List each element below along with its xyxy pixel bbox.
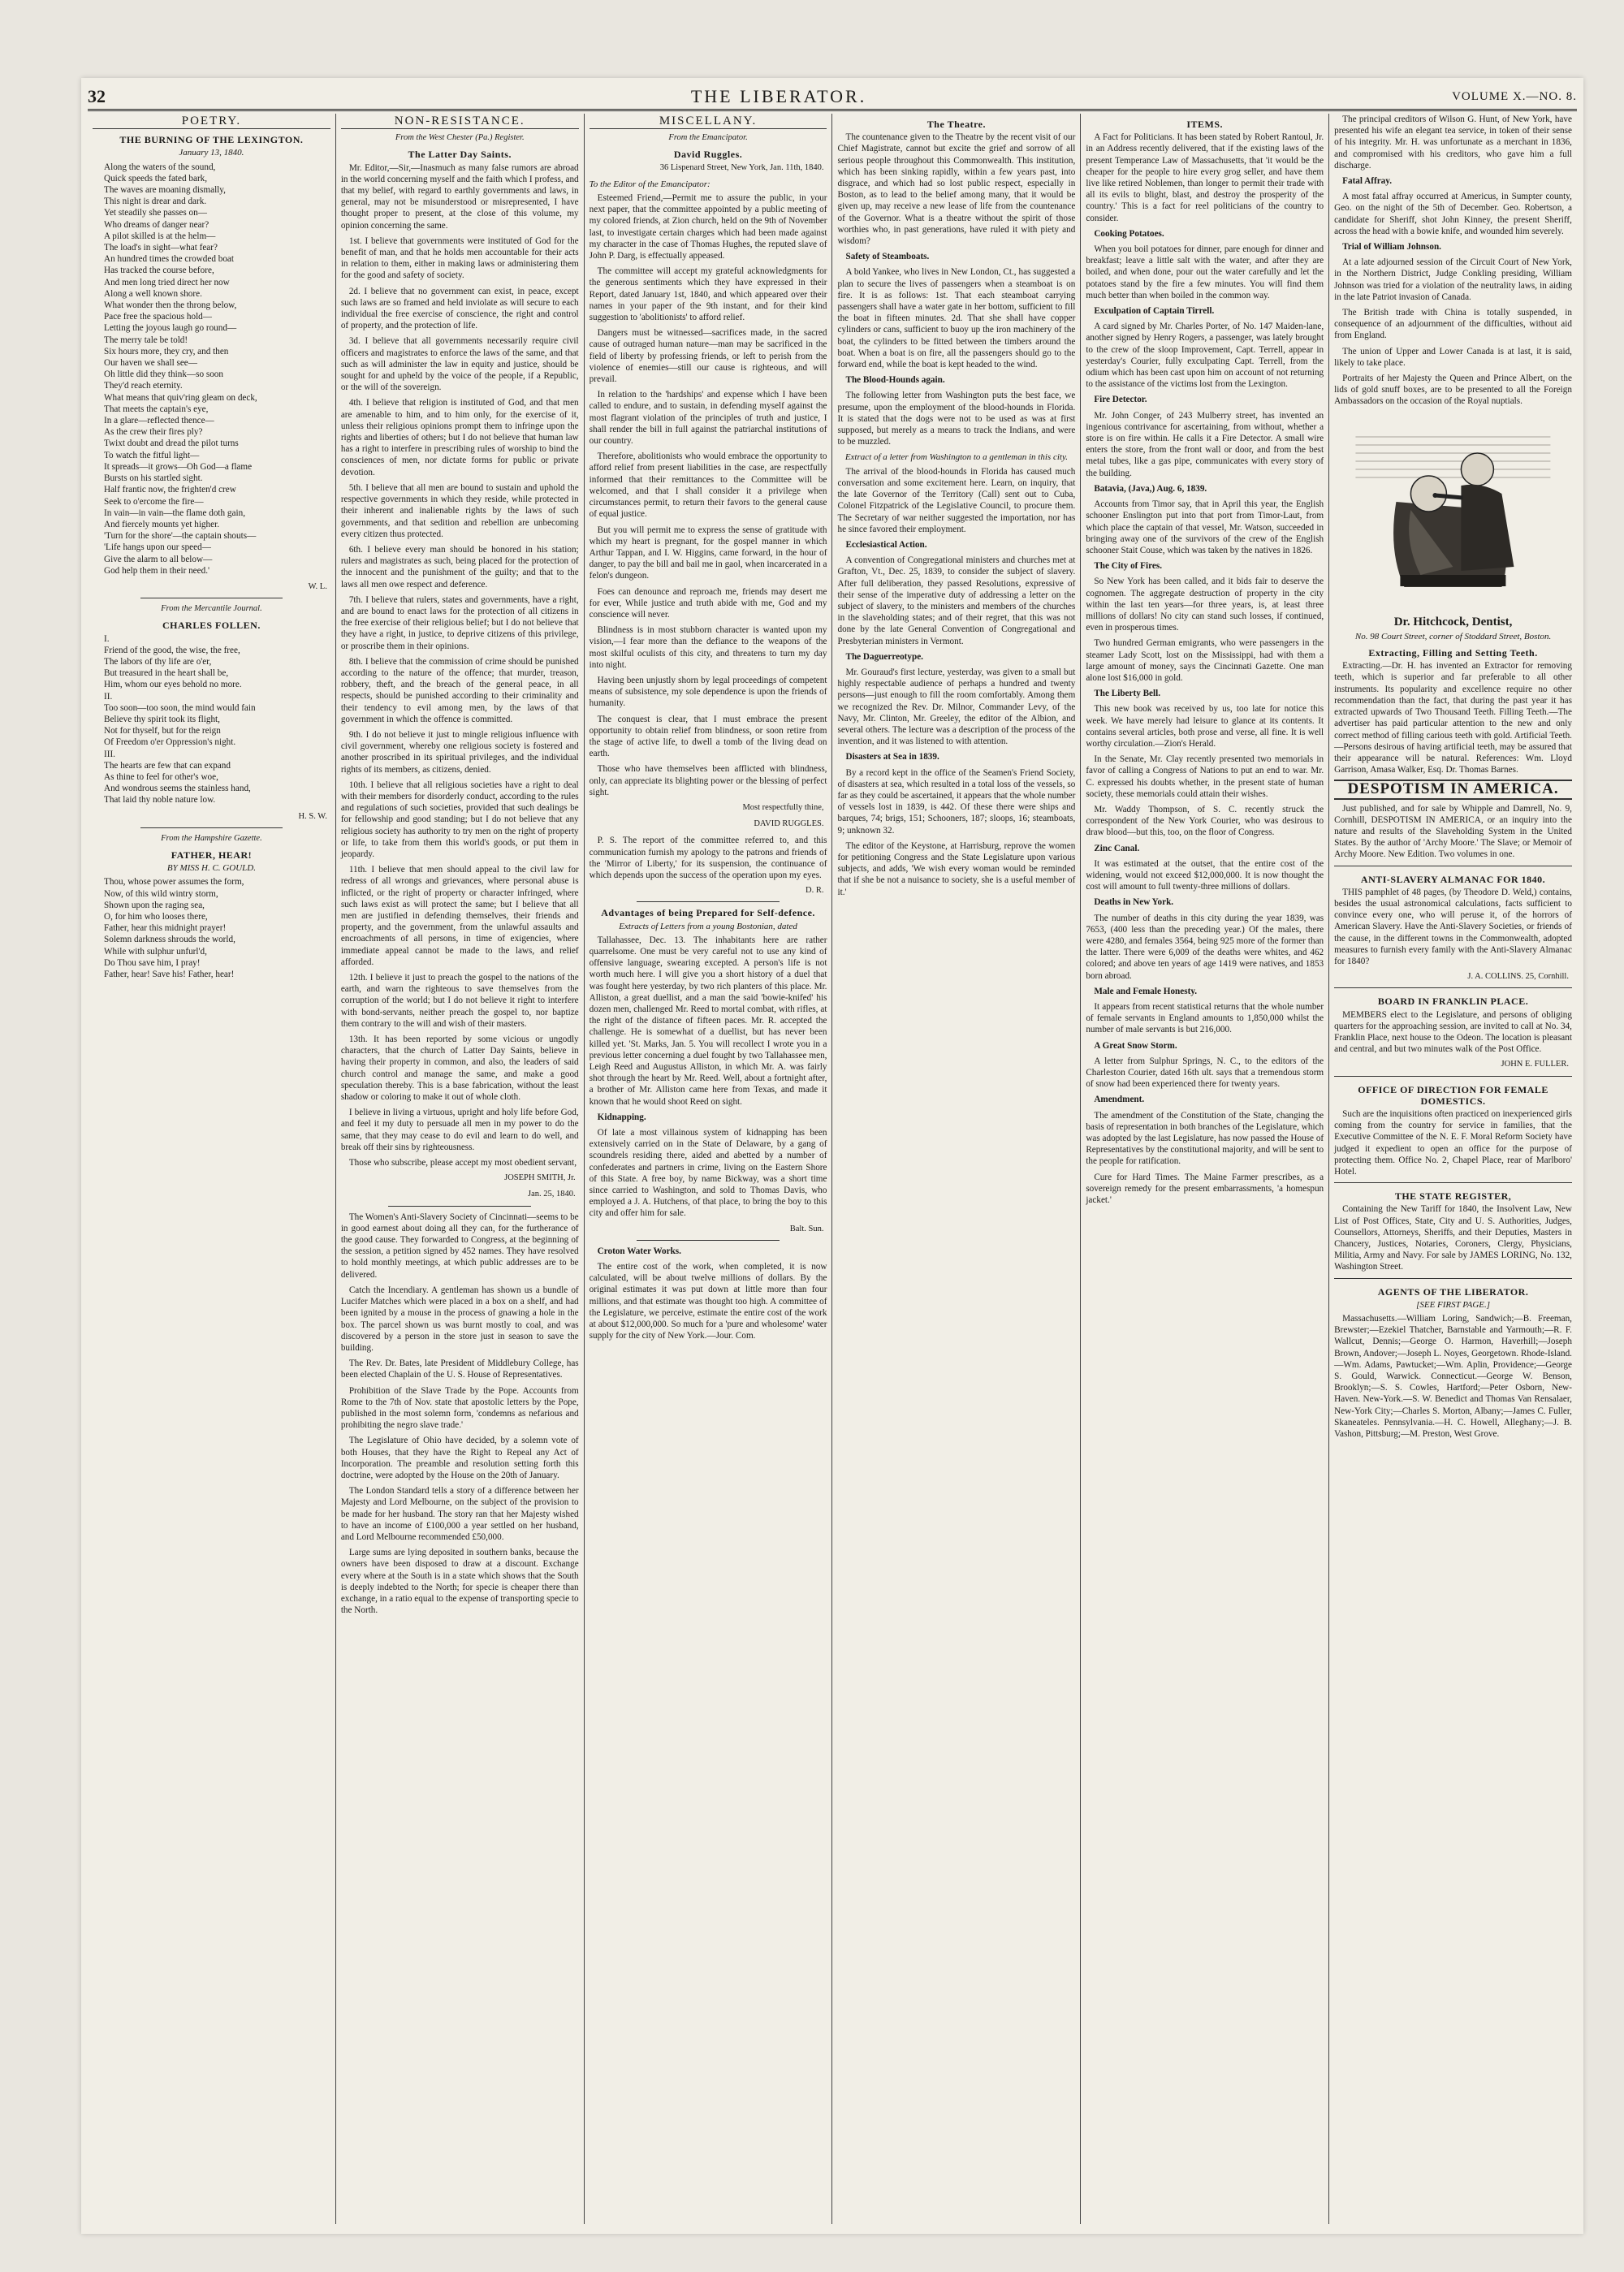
paragraph: But you will permit me to express the sense of gratitude with which my heart is pregnant, for the gospel manner in which Arthur Tappan, and I. W. Higgins, came forward, in the hour of danger, to pay the bill and bail me in gaol, when incarcerated in a felon's dungeon. xyxy=(589,525,827,581)
news-item: The Legislature of Ohio have decided, by a solemn vote of both Houses, that they have the Right to Repeal any Act of Incorporation. The preamble and resolution setting forth this doctrine, were adopted by the House on the 20th of January. xyxy=(340,1436,579,1480)
news-item: The union of Upper and Lower Canada is at last, it is said, likely to take place. xyxy=(1334,346,1572,368)
poem-line: What wonder then the throng below, xyxy=(104,300,237,311)
news-item-title: Cooking Potatoes. xyxy=(1094,228,1164,239)
news-item: A card signed by Mr. Charles Porter, of No. 147 Maiden-lane, another signed by Henry Rogers, a passenger, was lately brought to the crew of the sloop Improvement, Capt. Terrell, appear in yesterday's Courier, fully exculpating Capt. Terrell, from the odium which has been cast upon him on account of not returning to the assistance of the victims lost from the Lexington. xyxy=(1086,322,1324,390)
source-credit: From the Emancipator. xyxy=(668,133,748,143)
poem-line: Father, hear! Save his! Father, hear! xyxy=(104,970,235,980)
paragraph: The committee will accept my grateful acknowledgments for the generous sentiments which they have expressed in their Report, dated January 1st, 1840, and which appeared over their names in your paper of the 9th instant, and for their kind suggestion to 'abolitionists' to afford relief. xyxy=(589,266,827,323)
poem-line: As the crew their fires ply? xyxy=(104,427,203,438)
article-closing: Most respectfully thine, xyxy=(742,802,824,812)
advertisement-body: Such are the inquisitions often practiced on inexperienced girls coming from the country for service in families, that the Executive Committee of the N. E. F. Moral Reform Society have judged it expedient to open an office for the purpose of protecting them. Office No. 2, Chapel Place, rear of Marlboro' Hotel. xyxy=(1334,1108,1572,1177)
poem-line: The load's in sight—what fear? xyxy=(104,243,218,253)
paragraph: 8th. I believe that the commission of crime should be punished according to the nature of the offence; that murder, treason, robbery, theft, and the breach of the general peace, in all respects, should be punished according to their criminality and their tendency to evil among men, by the laws of that government in which the offence is committed. xyxy=(340,656,579,724)
news-item: Prohibition of the Slave Trade by the Pope. Accounts from Rome to the 7th of Nov. state that apostolic letters by the Pope, published in the most solemn form, 'condemns as nefarious and prohibiting the negro slave trade.' xyxy=(340,1385,579,1431)
column-advertisements xyxy=(1329,114,1577,2224)
news-item-title: Disasters at Sea in 1839. xyxy=(845,752,939,762)
masthead xyxy=(88,84,1577,111)
poem-line: That laid thy noble nature low. xyxy=(104,795,216,806)
poem-line: Seek to o'ercome the fire— xyxy=(104,496,204,507)
source-credit: From the West Chester (Pa.) Register. xyxy=(395,133,525,143)
paragraph: Dangers must be witnessed—sacrifices made, in the sacred cause of outraged human nature—man may be sacrificed in the field of liberty by professing friends, or left to perish from the violence of enemies—still our cause is righteous, and will prevail. xyxy=(589,328,827,385)
poem-line: II. xyxy=(104,691,113,702)
advertisement-body: Containing the New Tariff for 1840, the Insolvent Law, New List of Post Offices, State, City and U. S. Authorities, Judges, Counsellors, Attorneys, Sheriffs, and their Deputies, Masters in Chancery, Justices, Notaries, Coroners, Clergy, Physicians, Militia, Army and Navy. For sale by JAMES LORING, No. 132, Washington Street. xyxy=(1334,1204,1572,1272)
paragraph: 10th. I believe that all religious societies have a right to deal with their members for disorderly conduct, according to the rules and regulations of such societies, provided that such dealings be for fellowship and good standing; but I do not believe that any religious society has authority to try men on the right of property or life, to take from them this world's goods, or put them in jeopardy. xyxy=(340,780,579,859)
poem-title: THE BURNING OF THE LEXINGTON. xyxy=(119,134,304,146)
column-items xyxy=(1081,114,1329,2224)
paragraph: 11th. I believe that men should appeal to the civil law for redress of all wrongs and grievances, where personal abuse is inflicted, or the right of property or character infringed, where such laws exist as will protect the same; but I believe that all men are justified in defending themselves, their friends and property, and the government, from the unlawful assaults and encroachments of all persons, in time of exigencies, where immediate appeal cannot be made to the laws, and relief afforded. xyxy=(340,865,579,967)
poem-line: In a glare—reflected thence— xyxy=(104,416,214,426)
news-item: Accounts from Timor say, that in April this year, the English schooner Enslington put into that port from Timor-Laut, from which place the captain of that vessel, Mr. Watson, succeeded in bringing away one of the survivors of the crew of the English schooner Stait Couse, which was taken by the natives in 1826. xyxy=(1086,499,1324,555)
paragraph: Those who subscribe, please accept my most obedient servant, xyxy=(348,1158,577,1168)
news-item-title: A Great Snow Storm. xyxy=(1094,1040,1177,1051)
news-item: When you boil potatoes for dinner, pare enough for dinner and breakfast; leave a little salt with the water, and after they are boiled, and when done, pour out the water carefully and let the potatoes stand by the fire a few minutes. You will find them much better than when boiled in the common way. xyxy=(1086,244,1324,300)
agents-subtitle: [SEE FIRST PAGE.] xyxy=(1416,1299,1491,1310)
divider xyxy=(637,1240,780,1241)
news-item: The principal creditors of Wilson G. Hunt, of New York, have presented his wife an elegant tea service, in token of their sense of his integrity. Mr. H. was unfortunate as a merchant in 1836, and compromised with his creditors, who gave him a full discharge. xyxy=(1334,114,1572,171)
advertisement-title: Dr. Hitchcock, Dentist, xyxy=(1393,615,1513,628)
postscript: P. S. The report of the committee referred to, and this communication furnish my apology to the patrons and friends of the 'Mirror of Liberty,' for its suspension, the continuance of which depends upon the success of the operation upon my eyes. xyxy=(589,836,827,880)
article-subtitle: Extracts of Letters from a young Bostonian, dated xyxy=(619,921,797,931)
newspaper-title: THE LIBERATOR. xyxy=(690,86,867,106)
poem-line: That meets the captain's eye, xyxy=(104,404,209,414)
poem-line: The hearts are few that can expand xyxy=(104,760,231,771)
poem-line: Along a well known shore. xyxy=(104,288,202,299)
news-item: In the Senate, Mr. Clay recently presented two memorials in favor of calling a Congress of Nations to put an end to war. Mr. C. expressed his doubts whether, in the present state of human society, these memorials could attain their wishes. xyxy=(1086,754,1324,799)
news-item: The Rev. Dr. Bates, late President of Middlebury College, has been elected Chaplain of the U. S. House of Representatives. xyxy=(340,1358,579,1380)
poem-line: Half frantic now, the frighten'd crew xyxy=(104,485,236,495)
divider xyxy=(388,1206,531,1207)
poem-line: But treasured in the heart shall be, xyxy=(104,668,229,679)
poem-signature: W. L. xyxy=(308,581,327,591)
news-item: The Women's Anti-Slavery Society of Cincinnati—seems to be in good earnest about doing all they can, for the furtherance of the good cause. They forwarded to Congress, at the beginning of the session, a petition signed by 452 names. They have resolved to hold monthly meetings, at which public addresses are to be delivered. xyxy=(340,1212,579,1280)
paragraph: 6th. I believe every man should be honored in his station; rulers and magistrates as such, being placed for the protection of the innocent and the punishment of the guilty; and that to the laws all men owe respect and deference. xyxy=(340,544,579,590)
postscript-signature: D. R. xyxy=(806,886,824,896)
volume-number: VOLUME X.—NO. 8. xyxy=(1452,89,1577,103)
advertisement-title: ANTI-SLAVERY ALMANAC FOR 1840. xyxy=(1360,873,1546,885)
news-item: The London Standard tells a story of a difference between her Majesty and Lord Melbourne, on the subject of the provision to be made for her husband. The story ran that her Majesty wished to have an income of £100,000 a year settled on her husband, and Lord Melbourne recommended £50,000. xyxy=(340,1486,579,1542)
poem-line: Of Freedom o'er Oppression's night. xyxy=(104,737,236,748)
news-item: A letter from Sulphur Springs, N. C., to the editors of the Charleston Courier, dated 16th ult. says that a tremendous storm of snow had been experienced there for twenty years. xyxy=(1086,1056,1324,1090)
poem-line: God help them in their need.' xyxy=(104,565,210,576)
poem-title: FATHER, HEAR! xyxy=(171,849,253,861)
paragraph: 12th. I believe it just to preach the gospel to the nations of the earth, and warn the righteous to save themselves from the corruption of the world; but I do not believe it right to interfere with bond-servants, neither preach the gospel to, nor baptize them contrary to the will and wish of their masters. xyxy=(340,973,579,1029)
news-item: So New York has been called, and it bids fair to deserve the cognomen. The aggregate destruction of property in the city within the last ten years—for three years, is, at least three millions of dollars! No city can stand such losses, if continued, even in prosperous times. xyxy=(1086,577,1324,633)
poem-line: Now, of this wild wintry storm, xyxy=(104,888,218,899)
poem-line: Too soon—too soon, the mind would fain xyxy=(104,702,256,713)
news-item-title: Amendment. xyxy=(1094,1095,1145,1105)
article-body: The countenance given to the Theatre by the recent visit of our Chief Magistrate, cannot but excite the grief and sorrow of all serious people throughout this Commonwealth. This institution, which has been sinking rapidly, within a few years past, into disgrace, and which had so lost public respect, especially in Boston, as to lead to the belief among many, that it would be given up, may receive a new lease of life from the countenance of the Governor. What is a theatre without the spirit of those worthies who, in past generations, have ruled it with piety and wisdom? xyxy=(837,132,1076,247)
poem-line: Father, hear this midnight prayer! xyxy=(104,923,227,934)
poem-line: Him, whom our eyes behold no more. xyxy=(104,680,242,690)
news-item-title: Batavia, (Java,) Aug. 6, 1839. xyxy=(1094,483,1207,494)
article-title: David Ruggles. xyxy=(673,149,743,161)
news-item: Mr. Gouraud's first lecture, yesterday, was given to a small but highly respectable audience of perhaps a hundred and twenty persons—just enough to fill the room comfortably. Among them we recognized the Rev. Dr. Milnor, Commander Levy, of the Navy, Mr. Clinton, Mr. Greeley, the editor of the Albion, and several others. The lecture was a description of the process of the invention, and it was listened to with attention. xyxy=(837,667,1076,747)
news-item: The amendment of the Constitution of the State, changing the basis of representation in both branches of the Legislature, which was adopted by the last Legislature, has now passed the House of Representatives by the constitutional majority, and will be sent to the people for ratification. xyxy=(1086,1110,1324,1167)
poem-line: A pilot skilled is at the helm— xyxy=(104,231,216,241)
news-item-title: The City of Fires. xyxy=(1094,561,1163,572)
agents-list: Massachusetts.—William Loring, Sandwich;—B. Freeman, Brewster;—Ezekiel Thatcher, Barnstable and Yarmouth;—R. F. Wallcut, Dennis;—George O. Harmon, Haverhill;—Joseph Brown, Andover;—Joseph L. Noyes, Georgetown. Rhode-Island.—Wm. Adams, Pawtucket;—Wm. Aplin, Providence;—George S. Gould, Warwick. Connecticut.—George W. Benson, Brooklyn;—S. S. Cowles, Hartford;—Peter Osborn, New-Haven. New-York.—S. W. Benedict and Thomas Van Rensalaer, New-York City;—Charles S. Morton, Albany;—James C. Fuller, Skaneateles. Pennsylvania.—H. C. Howell, Alleghany;—J. B. Vashon, Pittsburg;—M. Preston, West Grove. xyxy=(1334,1314,1572,1440)
article-subtitle: Extract of a letter from Washington to a gentleman in this city. xyxy=(844,452,1068,463)
section-heading-poetry: POETRY. xyxy=(93,114,330,129)
poem-line: To watch the fitful light— xyxy=(104,450,200,460)
news-item: The arrival of the blood-hounds in Florida has caused much conversation and some excitement here. Learn, on inquiry, that the late Governor of the Territory (Call) sent out to Cuba, Colonel Fitzpatrick of the Legislative Council, to procure them. The Secretary of war neither suggested the importation, nor has he since favored their employment. xyxy=(837,466,1076,534)
poem-author: BY MISS H. C. GOULD. xyxy=(166,863,256,874)
news-item-title: Male and Female Honesty. xyxy=(1094,986,1198,996)
poem-line: It spreads—it grows—Oh God—a flame xyxy=(104,461,253,472)
paragraph: Blindness is in most stubborn character is wanted upon my vision,—I fear more than the defiance to the weapons of the most skilful oculists of this city, and threatens to turn my day into night. xyxy=(589,625,827,670)
poem-title: CHARLES FOLLEN. xyxy=(162,620,261,632)
divider xyxy=(140,827,283,828)
advertisement-title: OFFICE OF DIRECTION FOR FEMALE DOMESTICS. xyxy=(1358,1083,1548,1107)
article-address: 36 Lispenard Street, New York, Jan. 11th, 1840. xyxy=(659,162,824,172)
advertisement-signature: JOHN E. FULLER. xyxy=(1501,1060,1569,1069)
poem-line: Not for thyself, but for the reign xyxy=(104,726,221,736)
poem-line: The merry tale be told! xyxy=(104,335,188,345)
news-item-title: Exculpation of Captain Tirrell. xyxy=(1094,306,1215,317)
dentist-engraving-icon xyxy=(1337,413,1569,611)
news-item: The number of deaths in this city during the year 1839, was 7653, (400 less than the preceding year.) Of the males, there were 4280, and females 3564, being 925 more of the former than the latter. There were 6,009 of the deaths were whites, and 462 colored; and above ten years of age 1419 were natives, and 1853 born abroad. xyxy=(1086,913,1324,981)
page-number: 32 xyxy=(88,86,106,106)
poem-line: Quick speeds the fated bark, xyxy=(104,173,208,184)
poem-line: Shown upon the raging sea, xyxy=(104,900,205,910)
article-signature: DAVID RUGGLES. xyxy=(754,819,824,829)
news-item-title: Ecclesiastical Action. xyxy=(845,539,927,550)
dentist-illustration xyxy=(1337,413,1569,611)
news-item: Portraits of her Majesty the Queen and Prince Albert, on the lids of gold snuff boxes, are to be presented to all the Foreign Ambassadors on the occasion of the Royal nuptials. xyxy=(1334,374,1572,407)
news-item: This new book was received by us, too late for notice this week. We have merely had leisure to glance at its contents. It contains several articles, both prose and verse, all fine. It is well worthy circulation.—Zion's Herald. xyxy=(1086,704,1324,749)
advertisement-body: THIS pamphlet of 48 pages, (by Theodore D. Weld,) contains, besides the usual astronomical calculations, facts sufficient to convince every one, who will peruse it, of the horrors of American Slavery. Have the Anti-Slavery Societies, or friends of the cause, in the different towns in the Commonwealth, adopted measures to furnish every family with the Anti-Slavery Almanac for 1840? xyxy=(1334,887,1572,966)
column-four xyxy=(832,114,1081,2224)
poem-line: Thou, whose power assumes the form, xyxy=(104,877,244,888)
section-heading-miscellany: MISCELLANY. xyxy=(590,114,827,129)
source-credit: Balt. Sun. xyxy=(789,1224,824,1233)
news-item: Mr. John Conger, of 243 Mulberry street, has invented an ingenious contrivance for ascertaining, from without, whether a store is on fire within. He calls it a Fire Detector. A small wire enters the store, from the front wall or door, and from the best metal tubes, like a gas pipe, communicates with every story of the building. xyxy=(1086,410,1324,478)
news-item-title: Safety of Steamboats. xyxy=(845,252,930,262)
news-item-title: Kidnapping. xyxy=(597,1112,646,1122)
poem-line: Yet steadily she passes on— xyxy=(104,208,207,218)
news-item: Cure for Hard Times. The Maine Farmer prescribes, as a sovereign remedy for the present embarrassments, 'a homespun jacket.' xyxy=(1086,1172,1324,1206)
paragraph: 5th. I believe that all men are bound to sustain and uphold the respective governments in which they reside, while protected in their inherent and inalienable rights by the laws of such governments, and that sedition and rebellion are unbecoming every citizen thus protected. xyxy=(340,482,579,539)
advertisement-title: DESPOTISM IN AMERICA. xyxy=(1334,780,1572,799)
advertisement-subtitle: Extracting, Filling and Setting Teeth. xyxy=(1368,647,1538,659)
paragraph: Mr. Editor,—Sir,—Inasmuch as many false rumors are abroad in the world concerning myself and the faith which I profess, and that my belief, with regard to earthly governments and laws, in general, may not be misunderstood or misrepresented, I have thought proper to present, at the close of this volume, my opinion concerning the same. xyxy=(340,162,579,231)
paragraph: 3d. I believe that all governments necessarily require civil officers and magistrates to enforce the laws of the same, and that such as will administer the law in equity and justice, should be sought for and upheld by the voice of the people, if a Republic, or the will of the sovereign. xyxy=(340,336,579,393)
poem-line: Has tracked the course before, xyxy=(104,266,214,276)
news-item-title: The Liberty Bell. xyxy=(1094,689,1161,699)
news-item-title: The Daguerreotype. xyxy=(845,651,923,662)
article-signature: JOSEPH SMITH, Jr. xyxy=(504,1173,576,1183)
advertisement-body: Extracting.—Dr. H. has invented an Extractor for removing teeth, which is superior and far preferable to all other instruments. Its popularity and excellence require no other recommendation than the fact, that during the past year it has extracted upwards of Two Thousand Teeth. Filling Teeth.—The advertiser has paid particular attention to the new and only correct method of filling carious teeth with gold. Artificial Teeth.—Persons desirous of having artificial teeth, may be assured that their appearance will be natural. References: Wm. Lloyd Garrison, Amasa Walker, Esq. Dr. Thomas Barnes. xyxy=(1334,661,1572,775)
article-title: Advantages of being Prepared for Self-defence. xyxy=(601,907,815,919)
poem-line: 'Turn for the shore'—the captain shouts— xyxy=(104,531,257,542)
poem-line: Do Thou save him, I pray! xyxy=(104,957,201,968)
poem-line: Six hours more, they cry, and then xyxy=(104,346,229,356)
news-item: A convention of Congregational ministers and churches met at Grafton, Vt., Dec. 25, 1839, to consider the subject of slavery. After full deliberation, they passed Resolutions, expressive of their sense of the imperative duty of addressing a letter on the subject of slavery, to the ministers and members of the churches in the slaveholding states; and of their regret, that this was not done by the late General Convention of Congregational and Presbyterian ministers in Vermont. xyxy=(837,555,1076,646)
divider xyxy=(637,901,780,902)
poem-line: And men long tried direct her now xyxy=(104,277,230,287)
news-item-title: Zinc Canal. xyxy=(1094,843,1140,853)
section-heading-non-resistance: NON-RESISTANCE. xyxy=(341,114,579,129)
article-title: The Latter Day Saints. xyxy=(408,149,512,161)
poem-verse xyxy=(104,633,330,806)
advertisement-title: THE STATE REGISTER, xyxy=(1394,1190,1512,1203)
news-item: A Fact for Politicians. It has been stated by Robert Rantoul, Jr. in an Address recently delivered, that if the existing laws of the present Temperance Law of Massachusetts, that 'it would be the cheaper for the people to hire every grog seller, and have them live like retired Noblemen, than longer to permit their trade with all its evils to blight, blast, and destroy the prosperity of the country.' This is a fact for reel politicians of the country to consider. xyxy=(1086,132,1324,223)
poem-line: And fiercely mounts yet higher. xyxy=(104,519,219,529)
news-item-title: The Blood-Hounds again. xyxy=(845,375,945,386)
paragraph: Foes can denounce and reproach me, friends may desert me for ever, While justice and truth abide with me, God and my conscience will never. xyxy=(589,586,827,620)
news-item: The entire cost of the work, when completed, it is now calculated, will be about twelve millions of dollars. By the original estimates it was put down at little more than four millions, and that estimate was thought too high. A committee of the Legislature, we perceive, estimate the entire cost of the work at about $12,000,000. So much for a 'pure and wholesome' water supply for the city of New York.—Jour. Com. xyxy=(589,1262,827,1341)
news-item: The British trade with China is totally suspended, in consequence of an adjournment of the difficulties, without aid from England. xyxy=(1334,308,1572,341)
section-heading-items: ITEMS. xyxy=(1186,119,1224,130)
poem-line: What means that quiv'ring gleam on deck, xyxy=(104,392,257,403)
poem-verse xyxy=(104,162,330,577)
poem-line: An hundred times the crowded boat xyxy=(104,254,235,265)
poem-line: And wondrous seems the stainless hand, xyxy=(104,784,251,794)
news-item: By a record kept in the office of the Seamen's Friend Society, of disasters at sea, which resulted in a total loss of the vessels, so far as they could be ascertained, it appears that the whole number of vessels lost in 1839, is 442. Of these there were ships and barques, 74; brigs, 151; Schooners, 187; sloops, 16; steamboats, 9; unknown 32. xyxy=(837,767,1076,836)
paragraph: I believe in living a virtuous, upright and holy life before God, and feel it my duty to persuade all men in my power to do the same, that they may cease to do evil and learn to do well, and break off their sins by righteousness. xyxy=(340,1108,579,1152)
paragraph: Therefore, abolitionists who would embrace the opportunity to afford relief from present liabilities in the case, are respectfully informed that their remittances to the Committee will be welcomed, and that I shall consider it a privilege when circumstances permit, to return their favors to the general cause of equal justice. xyxy=(589,451,827,520)
source-credit: From the Hampshire Gazette. xyxy=(161,833,262,843)
poem-line: As thine to feel for other's woe, xyxy=(104,771,218,782)
advertisement-body: Just published, and for sale by Whipple and Damrell, No. 9, Cornhill, DESPOTISM IN AMERICA, or an inquiry into the nature and results of the Slaveholding System in the United States. By the author of 'Archy Moore.' The Slave; or Memoir of Archy Moore. New Edition. Two volumes in one. xyxy=(1334,803,1572,860)
poem-line: Friend of the good, the wise, the free, xyxy=(104,645,240,655)
paragraph: Having been unjustly shorn by legal proceedings of competent means of subsistence, my sole dependence is upon the friends of humanity. xyxy=(589,675,827,709)
news-item-title: Deaths in New York. xyxy=(1094,897,1174,908)
news-item: It was estimated at the outset, that the entire cost of the widening, would not exceed $12,000,000. It is now thought the cost will amount to full twenty-three millions of dollars. xyxy=(1086,858,1324,892)
poem-line: This night is drear and dark. xyxy=(104,197,207,207)
advertisement-body: MEMBERS elect to the Legislature, and persons of obliging quarters for the approaching session, are invited to call at No. 34, Franklin Place, next house to the Odeon. The location is pleasant and central, and but two minutes walk of the Post Office. xyxy=(1334,1009,1572,1055)
poem-line: Who dreams of danger near? xyxy=(104,219,209,230)
news-item: Two hundred German emigrants, who were passengers in the steamer Lady Scott, lost on the Mississippi, had with them a large amount of money, says the Cincinnati Gazette. One man alone lost $16,000 in gold. xyxy=(1086,638,1324,683)
paragraph: 13th. It has been reported by some vicious or ungodly characters, that the church of Latter Day Saints, believe in having their property in common, and also, the leaders of said church control and manage the same, and make a good speculation thereby. This is a base fabrication, without the least shadow or coloring to make it out of whole cloth. xyxy=(340,1034,579,1103)
paragraph: 7th. I believe that rulers, states and governments, have a right, and are bound to enact laws for the protection of all citizens in the free exercise of their religious belief; but I do not believe that they have a right, in justice, to deprive citizens of this privilege, or proscribe them in their opinions. xyxy=(340,594,579,651)
advertisement-signature: J. A. COLLINS. 25, Cornhill. xyxy=(1467,972,1569,982)
poem-line: Twixt doubt and dread the pilot turns xyxy=(104,438,239,449)
news-item: Large sums are lying deposited in southern banks, because the owners have been disposed to draw at a discount. Exchange every where at the South is in a state which shows that the South is deeply indebted to the North; for specie is cheaper there than exchange, in a ratio equal to the expense of transporting specie to the North. xyxy=(340,1548,579,1616)
poem-line: III. xyxy=(104,749,115,759)
news-item: It appears from recent statistical returns that the whole number of female servants in England amounts to 1,850,000 whilst the number of male servants is but 216,000. xyxy=(1086,1002,1324,1035)
column-poetry xyxy=(88,114,336,2224)
news-item: Mr. Waddy Thompson, of S. C. recently struck the correspondent of the New York Courier, who was desirous to draw blood—but this, too, on the floor of Congress. xyxy=(1086,804,1324,838)
paragraph: 2d. I believe that no government can exist, in peace, except such laws are so framed and held inviolate as will secure to each individual the free exercise of conscience, the right and control of property, and the protection of life. xyxy=(340,286,579,331)
poem-line: I. xyxy=(104,633,110,644)
poem-line: O, for him who looses there, xyxy=(104,912,208,922)
poem-date: January 13, 1840. xyxy=(179,148,244,158)
columns xyxy=(88,114,1577,2224)
article-body: Of late a most villainous system of kidnapping has been extensively carried on in the State of Delaware, by a gang of scoundrels residing there, aided and abetted by a number of confederates and partners in crime, living on the Eastern Shore of this State. A free boy, by name Bickway, was a short time since carried to Washington, and sold to Thomas Davis, who employed a J. A. Hutchens, of that place, to bring the boy to this city and offer him for sale. xyxy=(589,1128,827,1219)
paragraph: 4th. I believe that religion is instituted of God, and that men are amenable to him, and to him only, for the exercise of it, unless their religious opinions prompt them to infringe upon the rights and liberties of others; but I do not believe that human law has a right to interfere in prescribing rules of worship to bind the consciences of men, nor dictate forms for public or private devotion. xyxy=(340,398,579,477)
paragraph: Those who have themselves been afflicted with blindness, only, can appreciate its blighting power or the blessing of perfect sight. xyxy=(589,764,827,797)
poem-signature: H. S. W. xyxy=(298,811,327,821)
article-body: Tallahassee, Dec. 13. The inhabitants here are rather quarrelsome. One must be very careful not to use any kind of offensive language, swearing excepted. A person's life is not worth much here. I will give you a short history of a duel that was fought here yesterday, by two rich planters of this place. Mr. Alliston, a great duellist, and a man the said 'bowie-knifed' his dozen men, challenged Mr. Reed to mortal combat, with rifles, at the right of the distance of fifteen paces. Mr. R. accepted the challenge. He is somewhat of a duellist, but has never been killed yet. 'St. Marks, Jan. 5. You will recollect I wrote you in a previous letter concerning a duel fought by two Tallahassee men, Leigh Reed and Augustus Alliston, in which Mr. A. was fairly shot through the heart by Mr. Reed. Well, about a fortnight after, a brother of Mr. Alliston came here from Texas, and made it known that he would shoot Reed on sight. xyxy=(589,935,827,1107)
source-credit: From the Mercantile Journal. xyxy=(161,604,262,614)
news-item-title: Trial of William Johnson. xyxy=(1342,242,1441,253)
news-item: At a late adjourned session of the Circuit Court of New York, in the Northern District, Judge Conkling presiding, William Johnson was tried for a violation of the neutrality laws, in aiding in the late Patriot invasion of Canada. xyxy=(1334,257,1572,302)
article-body xyxy=(341,162,579,1169)
paragraph: 1st. I believe that governments were instituted of God for the benefit of man, and that he holds men accountable for their acts in relation to them, either in making laws or administering them for the good and safety of society. xyxy=(340,235,579,281)
news-item-title: Fatal Affray. xyxy=(1342,176,1393,187)
news-item: A bold Yankee, who lives in New London, Ct., has suggested a plan to secure the lives of passengers when a steamboat is on fire. It is as follows: 1st. That each steamboat carrying passengers shall have a water gate in her bottom, sufficient to fill the boat in fifteen minutes. 2d. That she shall have copper cylinders or cans, sufficient to buoy up the iron machinery of the boat, the cylinders to be fitted between the timbers around the boat. When a boat is on fire, all the passengers should go to the forward end, while the boat is kept headed to the wind. xyxy=(837,267,1076,370)
poem-line: Bursts on his startled sight. xyxy=(104,473,203,484)
agents-title: AGENTS OF THE LIBERATOR. xyxy=(1377,1285,1529,1298)
paragraph: Esteemed Friend,—Permit me to assure the public, in your next paper, that the committee appointed by a public meeting of my colored friends, at Zion church, held on the 9th of November last, to investigate certain charges which had been made against my character in the case of Thomas Hughes, the reputed slave of John P. Darg, is effectually appeased. xyxy=(589,193,827,261)
poem-line: Along the waters of the sound, xyxy=(104,162,216,172)
paragraph: 9th. I do not believe it just to mingle religious influence with civil government, whereby one religious society is fostered and another proscribed in its spiritual privileges, and the individual rights of its members, as citizens, denied. xyxy=(340,729,579,775)
poem-line: Oh little did they think—so soon xyxy=(104,369,223,380)
news-item: The following letter from Washington puts the best face, we presume, upon the employment of the blood-hounds in Florida. It is stated that the dogs were not to be used as was at first supposed, but merely as a means to track the Indians, and were to be muzzled. xyxy=(837,391,1076,447)
paragraph: In relation to the 'hardships' and expense which I have been called to endure, and to sustain, in defending myself against the most flagrant violation of the principles of truth and justice, I shall render the bill in full against the patriarchal institutions of our country. xyxy=(589,390,827,447)
poem-line: Letting the joyous laugh go round— xyxy=(104,323,237,334)
paragraph: The conquest is clear, that I must embrace the present opportunity to obtain relief from blindness, or soon retire from the stage of active life, to dwell a tomb of the living dead on earth. xyxy=(589,714,827,759)
newspaper-page xyxy=(81,78,1583,2234)
news-item: The editor of the Keystone, at Harrisburg, reprove the women for petitioning Congress and the State Legislature upon various subjects, and adds, 'We wish every woman would be reminded that if she be not a nuisance to society, she is a useful member of it.' xyxy=(837,840,1076,897)
poem-line: Believe thy spirit took its flight, xyxy=(104,714,220,724)
article-body xyxy=(590,192,827,798)
article-title: The Theatre. xyxy=(926,119,987,130)
column-miscellany xyxy=(585,114,833,2224)
column-non-resistance xyxy=(336,114,585,2224)
poem-line: The labors of thy life are o'er, xyxy=(104,656,212,667)
poem-line: The waves are moaning dismally, xyxy=(104,185,226,196)
poem-line: Pace free the spacious hold— xyxy=(104,312,212,322)
advertisement-title: BOARD IN FRANKLIN PLACE. xyxy=(1377,996,1529,1008)
news-item-title: Fire Detector. xyxy=(1094,395,1147,405)
poem-line: In vain—in vain—the flame doth gain, xyxy=(104,508,245,518)
poem-line: While with sulphur unfurl'd, xyxy=(104,946,207,957)
poem-verse xyxy=(104,876,330,980)
poem-line: They'd reach eternity. xyxy=(104,381,183,391)
poem-line: Give the alarm to all below— xyxy=(104,554,213,564)
news-item: Catch the Incendiary. A gentleman has shown us a bundle of Lucifer Matches which were placed in a box on a shelf, and had been ignited by a mouse in the process of gnawing a hole in the box. The parcel shown us was burnt mostly to coal, and was discovered by a person in the store just in season to save the building. xyxy=(340,1285,579,1353)
poem-line: Our haven we shall see— xyxy=(104,358,197,369)
poem-line: 'Life hangs upon our speed— xyxy=(104,542,211,553)
article-salutation: To the Editor of the Emancipator: xyxy=(589,179,710,189)
advertisement-address: No. 98 Court Street, corner of Stoddard Street, Boston. xyxy=(1354,631,1552,641)
news-item-title: Croton Water Works. xyxy=(597,1246,681,1256)
article-date: Jan. 25, 1840. xyxy=(528,1190,576,1199)
poem-line: Solemn darkness shrouds the world, xyxy=(104,935,235,945)
news-item: A most fatal affray occurred at Americus, in Sumpter county, Geo. on the night of the 5th of December. Geo. Robertson, a candidate for Sheriff, shot John Kinney, the present Sheriff, across the head with a bowie knife, and wounded him severely. xyxy=(1334,192,1572,236)
